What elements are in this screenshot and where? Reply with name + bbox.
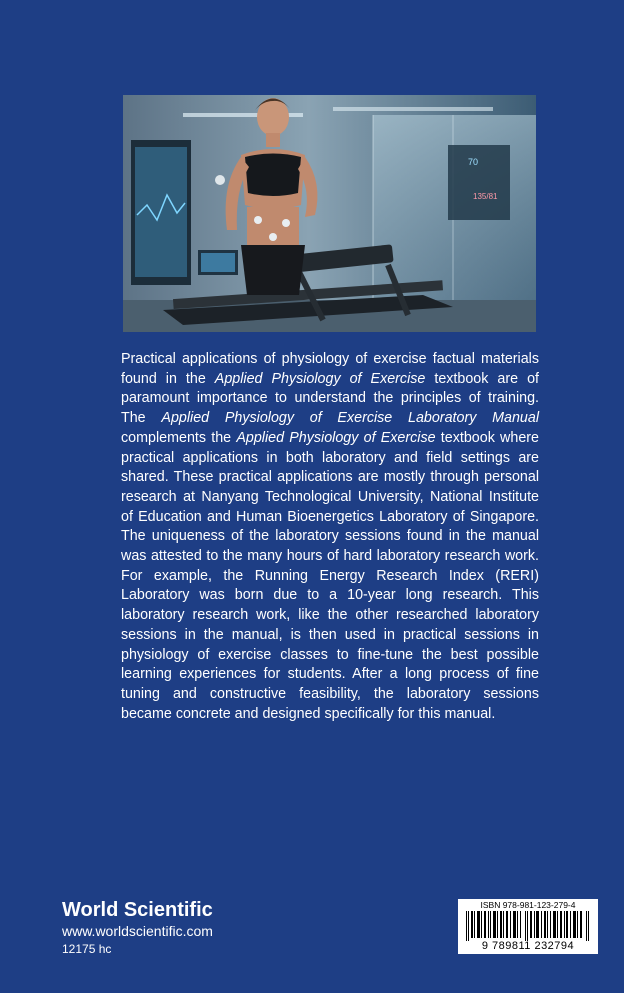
publisher-block xyxy=(62,898,213,958)
barcode-bars-icon xyxy=(466,911,590,941)
isbn-label: ISBN 978-981-123-279-4 xyxy=(480,900,576,910)
manual-title: Applied Physiology of Exercise Laboratory Manual xyxy=(161,410,540,427)
barcode-digits: 9 789811 232794 xyxy=(481,940,575,952)
textbook-title-2: Applied Physiology of Exercise xyxy=(236,429,436,446)
athlete-on-treadmill-icon xyxy=(123,95,536,332)
publisher-name: World Scientific xyxy=(62,899,213,921)
description-part-2: textbook are of paramount importance to understand the principles of training. The xyxy=(121,370,539,427)
monitor-readout-2: 135/81 xyxy=(473,192,498,201)
description-part-4: textbook where practical applications in both laboratory and field settings are shared. These practical applications are mostly through personal research at Nanyang Technological University, National Institute of Education and Human Bioenergetics Laboratory of Singapore. The uniqueness of the laboratory sessions found in the manual was attested to the many hours of hard laboratory research work. For example, the Running Energy Research Index (RERI) Laboratory was born due to a 10-year long research. This laboratory research work, like the other researched laboratory sessions in the manual, is then used in practical sessions in physiology of exercise classes to fine-tune the best possible learning experiences for students. After a long process of fine tuning and constructive feasibility, the laboratory sessions became concrete and designed specifically for this manual. xyxy=(121,429,539,722)
description-paragraph xyxy=(121,350,539,724)
description-text xyxy=(121,350,539,724)
product-code: 12175 hc xyxy=(62,942,112,956)
textbook-title-1: Applied Physiology of Exercise xyxy=(214,370,426,387)
publisher-url: www.worldscientific.com xyxy=(62,923,213,939)
description-part-3: complements the xyxy=(121,429,237,446)
isbn-barcode xyxy=(458,899,598,954)
description-part-1: Practical applications of physiology of exercise factual materials found in the xyxy=(121,351,539,387)
cover-photo xyxy=(123,95,536,332)
monitor-readout-1: 70 xyxy=(468,157,479,167)
